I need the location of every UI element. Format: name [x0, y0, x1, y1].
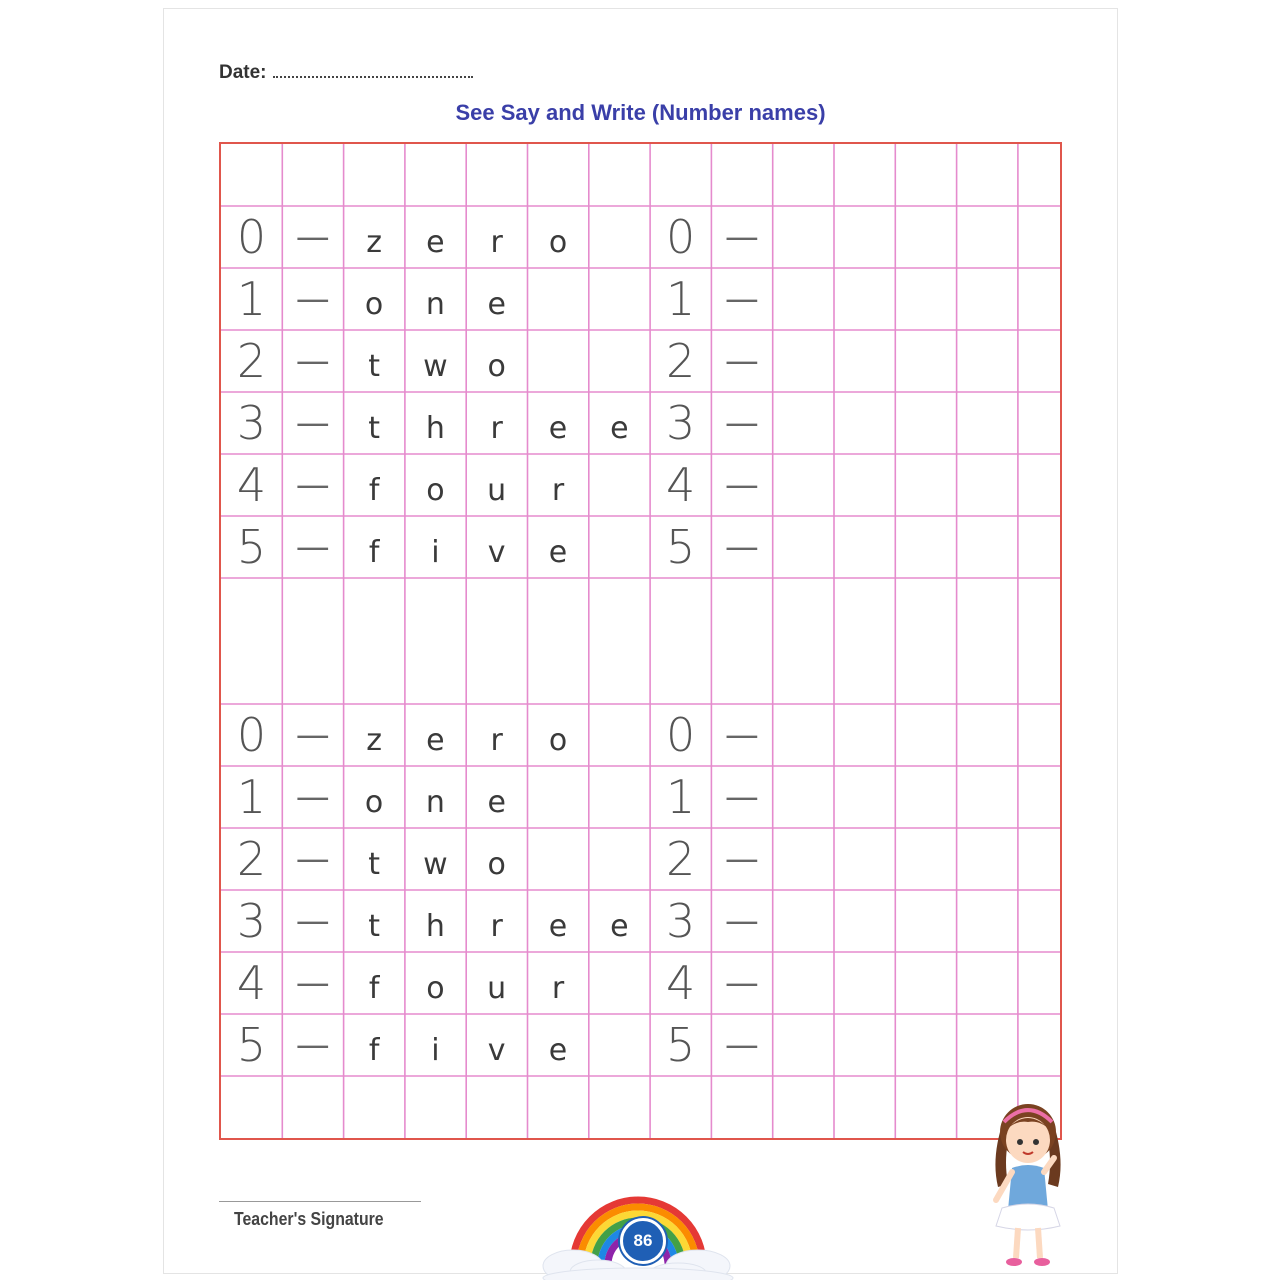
trace-digit: 4 — [236, 458, 267, 512]
trace-letter: e — [548, 1033, 568, 1068]
trace-letter: u — [487, 473, 507, 508]
trace-letter: e — [548, 411, 568, 446]
trace-letter: f — [368, 473, 380, 508]
practice-dash: — — [724, 279, 759, 319]
trace-letter: r — [490, 225, 503, 260]
trace-letter: e — [548, 909, 568, 944]
trace-digit: 1 — [236, 770, 267, 824]
practice-dash: — — [724, 839, 759, 879]
trace-dash: — — [295, 465, 330, 505]
writing-grid[interactable] — [219, 142, 1062, 1140]
trace-letter: o — [426, 971, 445, 1006]
trace-letter: h — [425, 909, 445, 944]
trace-digit: 3 — [236, 396, 267, 450]
trace-dash: — — [295, 839, 330, 879]
trace-digit: 2 — [236, 334, 267, 388]
trace-digit: 1 — [236, 272, 267, 326]
trace-letter: o — [487, 847, 506, 882]
practice-digit: 4 — [665, 956, 696, 1010]
trace-dash: — — [295, 403, 330, 443]
trace-letter: e — [487, 287, 506, 322]
trace-letter: o — [364, 287, 384, 322]
trace-letter: i — [431, 535, 440, 570]
trace-letter: t — [368, 349, 380, 384]
girl-illustration — [978, 1092, 1078, 1272]
practice-dash: — — [724, 341, 759, 381]
practice-dash: — — [724, 963, 759, 1003]
practice-digit: 2 — [665, 832, 696, 886]
practice-dash: — — [724, 527, 759, 567]
trace-dash: — — [295, 341, 330, 381]
practice-dash: — — [724, 465, 759, 505]
trace-letter: n — [425, 785, 445, 820]
trace-dash: — — [295, 963, 330, 1003]
trace-digit: 3 — [236, 894, 267, 948]
trace-letter: e — [610, 909, 629, 944]
practice-digit: 3 — [665, 894, 696, 948]
trace-letter: r — [490, 411, 503, 446]
practice-dash: — — [724, 715, 759, 755]
trace-letter: z — [366, 723, 382, 758]
trace-letter: o — [548, 723, 568, 758]
trace-letter: r — [490, 909, 503, 944]
practice-digit: 0 — [665, 708, 696, 762]
trace-dash: — — [295, 901, 330, 941]
practice-digit: 2 — [665, 334, 696, 388]
trace-letter: t — [368, 847, 380, 882]
practice-digit: 4 — [665, 458, 696, 512]
trace-digit: 5 — [236, 1018, 267, 1072]
trace-letter: e — [610, 411, 629, 446]
date-label: Date: — [219, 62, 267, 83]
practice-dash: — — [724, 1025, 759, 1065]
page-number-badge: 86 — [620, 1218, 666, 1264]
trace-letter: n — [425, 287, 445, 322]
trace-letter: u — [487, 971, 507, 1006]
trace-letter: e — [487, 785, 506, 820]
trace-digit: 4 — [236, 956, 267, 1010]
worksheet-title: See Say and Write (Number names) — [455, 100, 826, 125]
practice-digit: 1 — [665, 272, 696, 326]
trace-letter: o — [426, 473, 445, 508]
trace-dash: — — [295, 715, 330, 755]
date-blank-line[interactable] — [273, 76, 473, 78]
practice-digit: 1 — [665, 770, 696, 824]
trace-letter: v — [487, 535, 506, 570]
trace-letter: o — [364, 785, 384, 820]
trace-digit: 2 — [236, 832, 267, 886]
practice-digit: 5 — [665, 1018, 696, 1072]
practice-dash: — — [724, 901, 759, 941]
trace-digit: 0 — [236, 210, 267, 264]
trace-digit: 0 — [236, 708, 267, 762]
practice-digit: 0 — [665, 210, 696, 264]
practice-digit: 5 — [665, 520, 696, 574]
trace-letter: f — [368, 971, 380, 1006]
trace-letter: v — [487, 1033, 506, 1068]
trace-letter: z — [366, 225, 382, 260]
trace-dash: — — [295, 279, 330, 319]
trace-letter: w — [423, 349, 448, 384]
trace-letter: e — [426, 225, 445, 260]
signature-line — [219, 1201, 421, 1202]
trace-dash: — — [295, 777, 330, 817]
trace-letter: w — [423, 847, 448, 882]
trace-letter: f — [368, 535, 380, 570]
trace-letter: t — [368, 411, 380, 446]
trace-dash: — — [295, 1025, 330, 1065]
trace-letter: o — [548, 225, 568, 260]
practice-dash: — — [724, 777, 759, 817]
practice-dash: — — [724, 217, 759, 257]
trace-letter: t — [368, 909, 380, 944]
trace-digit: 5 — [236, 520, 267, 574]
trace-letter: r — [490, 723, 503, 758]
date-field — [219, 62, 473, 84]
trace-letter: r — [551, 473, 565, 508]
trace-letter: r — [551, 971, 565, 1006]
trace-dash: — — [295, 217, 330, 257]
practice-dash: — — [724, 403, 759, 443]
trace-letter: i — [431, 1033, 440, 1068]
trace-letter: e — [426, 723, 445, 758]
trace-letter: f — [368, 1033, 380, 1068]
trace-dash: — — [295, 527, 330, 567]
trace-letter: e — [548, 535, 568, 570]
signature-label: Teacher's Signature — [234, 1209, 384, 1229]
trace-letter: o — [487, 349, 506, 384]
practice-digit: 3 — [665, 396, 696, 450]
trace-letter: h — [425, 411, 445, 446]
